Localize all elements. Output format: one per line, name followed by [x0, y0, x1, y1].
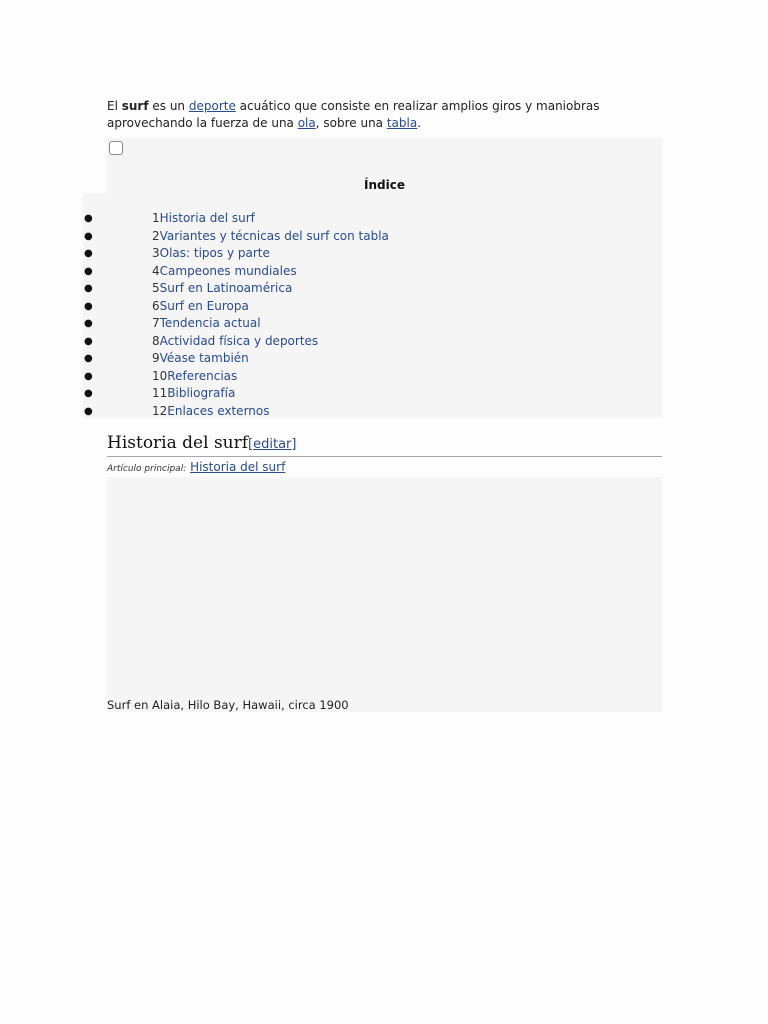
toc-item-number: 1Historia del surf [152, 211, 255, 225]
toc-item-link[interactable]: Campeones mundiales [159, 263, 297, 278]
main-article-label: Artículo principal: [107, 464, 187, 474]
edit-section-link[interactable] [248, 437, 296, 452]
link-tabla[interactable]: tabla [386, 115, 418, 130]
toc-item-link[interactable]: Surf en Latinoamérica [159, 281, 293, 295]
bullet-icon: ● [84, 388, 93, 399]
toc-item-link[interactable]: Surf en Europa [159, 298, 249, 313]
bullet-icon: ● [84, 248, 93, 259]
main-article-note [107, 460, 285, 474]
bullet-icon: ● [84, 335, 93, 347]
figure-caption: Surf en Alaia, Hilo Bay, Hawaii, circa 1900 [107, 698, 349, 712]
edit-bracket-close: ] [291, 437, 297, 452]
bullet-icon: ● [84, 318, 93, 329]
toc-item-link[interactable]: Historia del surf [159, 211, 255, 225]
bullet-icon: ● [84, 213, 93, 224]
bullet-icon: ● [84, 405, 93, 417]
edit-label[interactable]: editar [253, 437, 292, 452]
link-deporte[interactable]: deporte [188, 99, 236, 113]
toc-item-number: 4Campeones mundiales [152, 263, 297, 278]
intro-text-3: acuático que consiste en realizar amplios giros y maniobras aprovechando la fuerza de una [107, 99, 600, 130]
bullet-icon: ● [84, 230, 93, 242]
intro-bold-term: surf [121, 99, 149, 113]
figure-box [107, 477, 662, 712]
bullet-icon: ● [84, 300, 93, 312]
bullet-icon: ● [84, 370, 93, 382]
section-heading [107, 433, 662, 457]
intro-text-1: El [107, 99, 122, 113]
intro-paragraph [107, 98, 662, 131]
toc-item-number: 12Enlaces externos [152, 403, 270, 418]
intro-text-5: . [417, 115, 422, 130]
intro-text-2: es un [148, 99, 189, 113]
toc-toggle-checkbox[interactable] [109, 141, 123, 155]
toc-item-link[interactable]: Bibliografía [167, 386, 236, 400]
toc-item-number: 6Surf en Europa [152, 298, 249, 313]
toc-item-number: 8Actividad física y deportes [152, 333, 319, 348]
toc-item-link[interactable]: Referencias [167, 368, 238, 383]
toc-item-number: 2Variantes y técnicas del surf con tabla [152, 228, 389, 243]
toc-item-link[interactable]: Olas: tipos y parte [159, 246, 270, 260]
bullet-icon: ● [84, 265, 93, 277]
toc-item-link[interactable]: Véase también [159, 351, 249, 365]
toc-title: Índice [364, 178, 405, 192]
toc-item-number: 10Referencias [152, 368, 238, 383]
main-article-link[interactable]: Historia del surf [190, 460, 286, 474]
toc-item-link[interactable]: Tendencia actual [159, 316, 261, 330]
toc-item-number: 3Olas: tipos y parte [152, 246, 270, 260]
edit-bracket-open: [ [248, 437, 254, 452]
toc-item-link[interactable]: Variantes y técnicas del surf con tabla [159, 228, 389, 243]
toc-item-link[interactable]: Enlaces externos [167, 403, 270, 418]
bullet-icon: ● [84, 283, 93, 294]
section-title: Historia del surf [107, 433, 249, 453]
toc-item-number: 5Surf en Latinoamérica [152, 281, 293, 295]
bullet-icon: ● [84, 353, 93, 364]
toc-item-number: 9Véase también [152, 351, 249, 365]
toc-item-number: 7Tendencia actual [152, 316, 261, 330]
toc-item-link[interactable]: Actividad física y deportes [159, 333, 319, 348]
link-ola[interactable]: ola [297, 115, 316, 130]
toc-item-number: 11Bibliografía [152, 386, 236, 400]
intro-text-4: , sobre una [315, 115, 387, 130]
